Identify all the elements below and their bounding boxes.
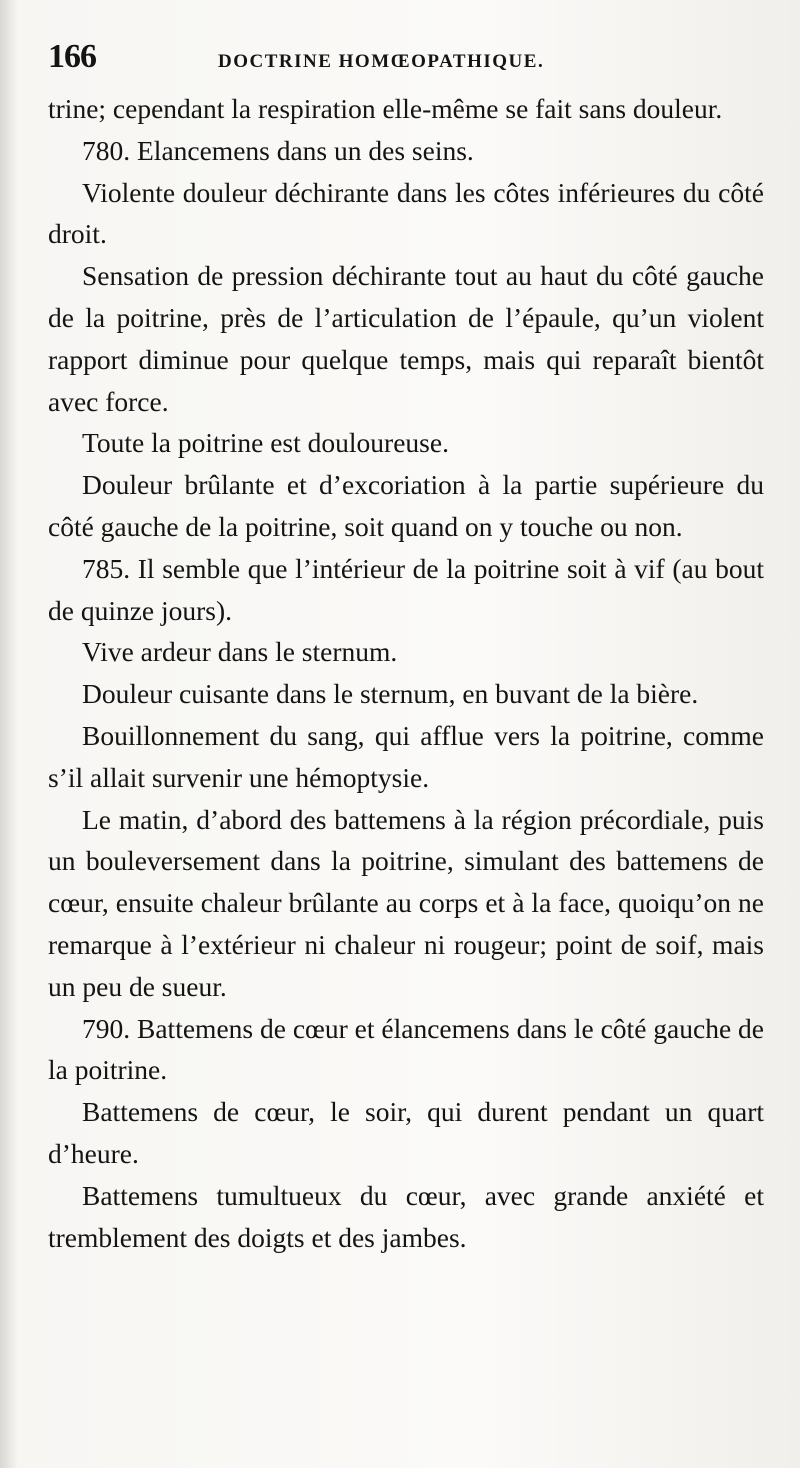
paragraph: Violente douleur déchirante dans les côtes inférieures du côté droit. [48, 176, 764, 250]
paragraph: 780. Elancemens dans un des seins. [82, 134, 474, 166]
paragraph: Sensation de pression déchirante tout au haut du côté gauche de la poitrine, près de l’articulation de l’épaule, qu’un violent rapport diminue pour quelque temps, mais qui reparaît bientôt avec force. [48, 260, 764, 417]
page-number: 166 [48, 38, 96, 75]
paragraph: Toute la poitrine est douloureuse. [82, 427, 449, 459]
paragraph: trine; cependant la respiration elle-même se fait sans douleur. [48, 93, 723, 124]
body-text [48, 88, 764, 1258]
paragraph: 790. Battemens de cœur et élancemens dans le côté gauche de la poitrine. [48, 1012, 764, 1086]
paragraph: Battemens tumultueux du cœur, avec grande anxiété et tremblement des doigts et des jambes. [48, 1179, 764, 1253]
paragraph: Douleur cuisante dans le sternum, en buvant de la bière. [82, 678, 699, 710]
running-head: DOCTRINE HOMŒOPATHIQUE. [218, 51, 545, 72]
paragraph: 785. Il semble que l’intérieur de la poitrine soit à vif (au bout de quinze jours). [48, 552, 764, 626]
paragraph: Bouillonnement du sang, qui afflue vers la poitrine, comme s’il allait survenir une hémoptysie. [48, 719, 764, 793]
paragraph: Le matin, d’abord des battemens à la région précordiale, puis un bouleversement dans la poitrine, simulant des battemens de cœur, ensuite chaleur brûlante au corps et à la face, quoiqu’on ne remarque à l’extérieur ni chaleur ni rougeur; point de soif, mais un peu de sueur. [48, 803, 764, 1002]
paragraph: Douleur brûlante et d’excoriation à la partie supérieure du côté gauche de la poitrine, soit quand on y touche ou non. [48, 469, 764, 542]
paragraph: Battemens de cœur, le soir, qui durent pendant un quart d’heure. [48, 1096, 764, 1169]
page-header [48, 38, 764, 88]
paragraph: Vive ardeur dans le sternum. [82, 636, 398, 668]
